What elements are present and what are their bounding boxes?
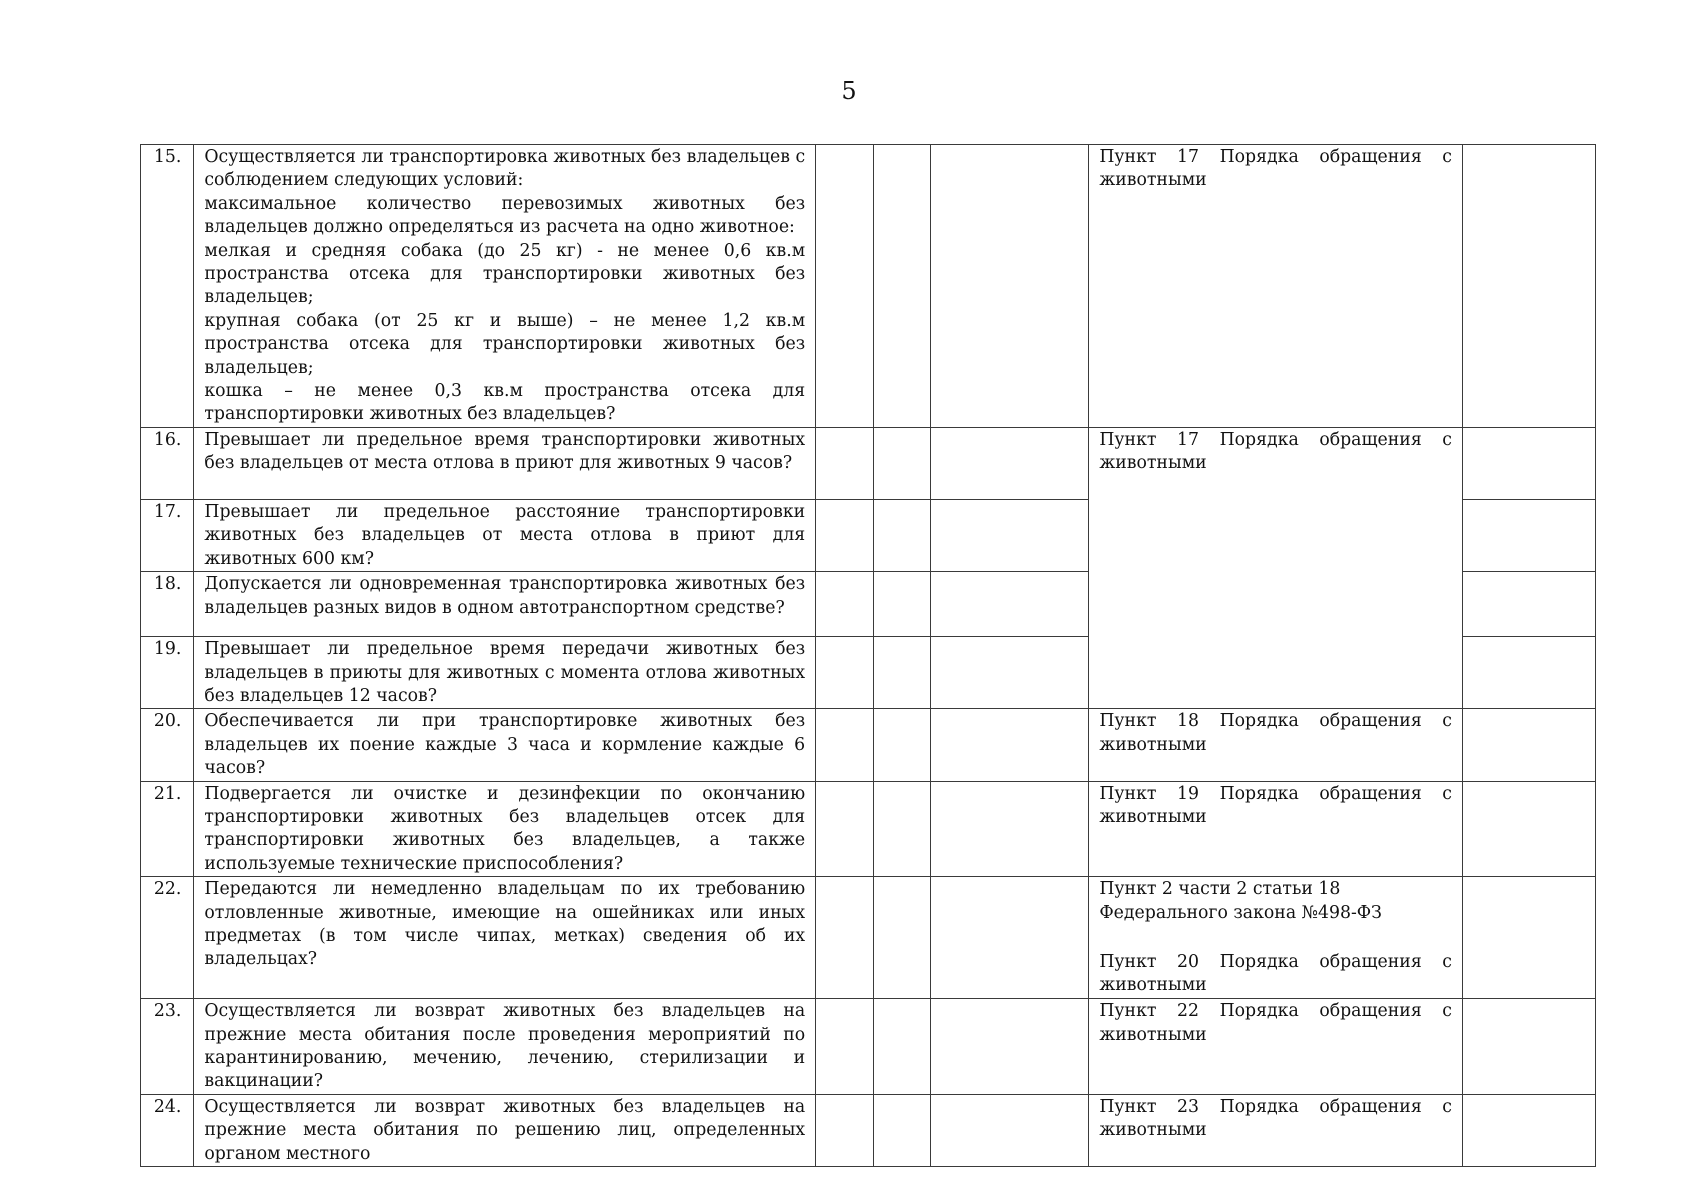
reference-cell: Пункт 22 Порядка обращения с животными — [1089, 999, 1463, 1095]
table-row — [141, 145, 1596, 428]
answer-no-cell — [873, 572, 931, 637]
answer-na-cell — [931, 572, 1089, 637]
row-number: 20. — [141, 709, 194, 781]
question-cell — [194, 781, 816, 877]
comment-cell — [1463, 427, 1596, 499]
answer-na-cell — [931, 709, 1089, 781]
answer-yes-cell — [816, 877, 874, 999]
question-text: Осуществляется ли транспортировка животных без владельцев с соблюдением следующих условий: — [204, 147, 806, 191]
question-cell — [194, 145, 816, 428]
comment-cell — [1463, 1094, 1596, 1166]
reference-law: Пункт 2 части 2 статьи 18 Федерального закона №498-ФЗ — [1099, 879, 1382, 923]
question-text: Обеспечивается ли при транспортировке животных без владельцев их поение каждые 3 часа и кормление каждые 6 часов? — [204, 711, 806, 779]
comment-cell — [1463, 709, 1596, 781]
answer-no-cell — [873, 1094, 931, 1166]
question-cell — [194, 877, 816, 999]
table-row — [141, 999, 1596, 1095]
answer-yes-cell — [816, 427, 874, 499]
answer-na-cell — [931, 781, 1089, 877]
answer-no-cell — [873, 145, 931, 428]
comment-cell — [1463, 999, 1596, 1095]
row-number: 18. — [141, 572, 194, 637]
reference-cell: Пункт 19 Порядка обращения с животными — [1089, 781, 1463, 877]
row-number: 21. — [141, 781, 194, 877]
reference-cell: Пункт 17 Порядка обращения с животными — [1089, 427, 1463, 708]
page-number: 5 — [841, 77, 857, 105]
answer-yes-cell — [816, 499, 874, 571]
question-text: Превышает ли предельное время передачи животных без владельцев в приюты для животных с момента отлова животных без владельцев 12 часов? — [204, 639, 806, 706]
answer-no-cell — [873, 499, 931, 571]
comment-cell — [1463, 145, 1596, 428]
answer-na-cell — [931, 877, 1089, 999]
question-cell — [194, 709, 816, 781]
comment-cell — [1463, 637, 1596, 709]
question-text: кошка – не менее 0,3 кв.м пространства отсека для транспортировки животных без владельцев? — [204, 381, 806, 425]
answer-yes-cell — [816, 1094, 874, 1166]
question-cell — [194, 1094, 816, 1166]
answer-na-cell — [931, 637, 1089, 709]
question-cell — [194, 999, 816, 1095]
answer-na-cell — [931, 999, 1089, 1095]
checklist-table — [140, 144, 1596, 1167]
table-row — [141, 877, 1596, 999]
question-text: максимальное количество перевозимых животных без владельцев должно определяться из расчета на одно животное: — [204, 193, 806, 238]
question-text: крупная собака (от 25 кг и выше) – не менее 1,2 кв.м пространства отсека для транспортировки животных без владельцев; — [204, 310, 806, 378]
answer-no-cell — [873, 637, 931, 709]
answer-yes-cell — [816, 999, 874, 1095]
answer-yes-cell — [816, 145, 874, 428]
comment-cell — [1463, 781, 1596, 877]
question-text: мелкая и средняя собака (до 25 кг) - не менее 0,6 кв.м пространства отсека для транспортировки животных без владельцев; — [204, 240, 806, 308]
answer-no-cell — [873, 427, 931, 499]
answer-na-cell — [931, 499, 1089, 571]
question-text: Подвергается ли очистке и дезинфекции по окончанию транспортировки животных без владельцев отсек для транспортировки животных без владельцев, а также используемые технические приспособления? — [204, 783, 806, 874]
question-text: Превышает ли предельное расстояние транспортировки животных без владельцев от места отлова в приют для животных 600 км? — [204, 501, 806, 569]
reference-cell: Пункт 17 Порядка обращения с животными — [1089, 145, 1463, 428]
comment-cell — [1463, 877, 1596, 999]
question-text: Передаются ли немедленно владельцам по их требованию отловленные животные, имеющие на ошейниках или иных предметах (в том числе чипах, метках) сведения об их владельцах? — [204, 879, 806, 970]
answer-yes-cell — [816, 637, 874, 709]
answer-no-cell — [873, 877, 931, 999]
answer-no-cell — [873, 709, 931, 781]
answer-no-cell — [873, 999, 931, 1095]
row-number: 17. — [141, 499, 194, 571]
question-cell — [194, 572, 816, 637]
table-row — [141, 709, 1596, 781]
question-cell — [194, 637, 816, 709]
row-number: 19. — [141, 637, 194, 709]
question-text: Превышает ли предельное время транспортировки животных без владельцев от места отлова в приют для животных 9 часов? — [204, 429, 806, 474]
answer-na-cell — [931, 145, 1089, 428]
row-number: 22. — [141, 877, 194, 999]
row-number: 16. — [141, 427, 194, 499]
table-row — [141, 427, 1596, 499]
comment-cell — [1463, 572, 1596, 637]
question-cell — [194, 427, 816, 499]
question-text: Осуществляется ли возврат животных без владельцев на прежние места обитания по решению лиц, определенных органом местного — [204, 1096, 806, 1164]
answer-yes-cell — [816, 709, 874, 781]
table-row — [141, 781, 1596, 877]
reference-cell: Пункт 2 части 2 статьи 18 Федерального закона №498-ФЗ Пункт 20 Порядка обращения с животными — [1089, 877, 1463, 999]
answer-yes-cell — [816, 781, 874, 877]
answer-no-cell — [873, 781, 931, 877]
answer-na-cell — [931, 1094, 1089, 1166]
question-text: Допускается ли одновременная транспортировка животных без владельцев разных видов в одном автотранспортном средстве? — [204, 574, 806, 618]
question-cell — [194, 499, 816, 571]
reference-cell: Пункт 23 Порядка обращения с животными — [1089, 1094, 1463, 1166]
answer-na-cell — [931, 427, 1089, 499]
answer-yes-cell — [816, 572, 874, 637]
reference-cell: Пункт 18 Порядка обращения с животными — [1089, 709, 1463, 781]
comment-cell — [1463, 499, 1596, 571]
row-number: 15. — [141, 145, 194, 428]
table-row — [141, 1094, 1596, 1166]
question-text: Осуществляется ли возврат животных без владельцев на прежние места обитания после проведения мероприятий по карантинированию, мечению, лечению, стерилизации и вакцинации? — [204, 1001, 806, 1092]
row-number: 23. — [141, 999, 194, 1095]
row-number: 24. — [141, 1094, 194, 1166]
